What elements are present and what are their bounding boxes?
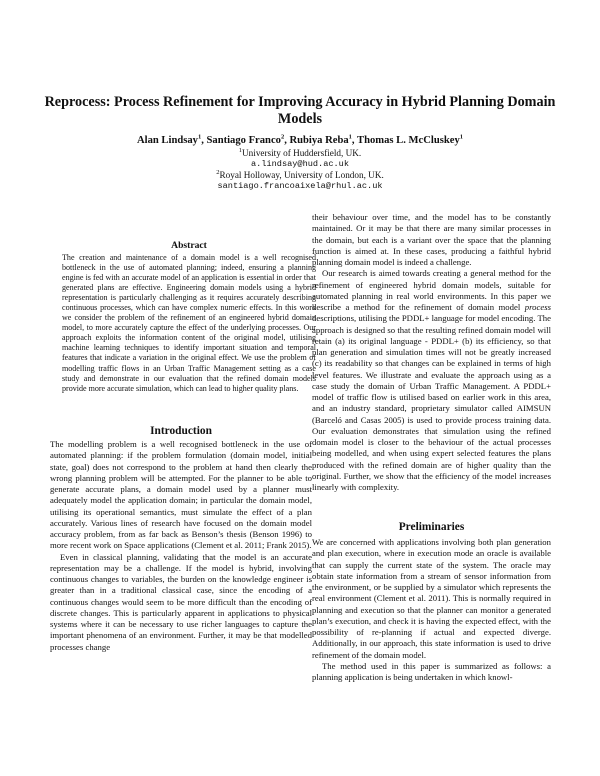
preliminaries-column bbox=[312, 537, 551, 683]
affiliation-name: University of Huddersfield, UK. bbox=[242, 148, 362, 158]
abstract-text: The creation and maintenance of a domain model is a well recognised bottleneck in the use of automated planning; indeed, ensuring a planning engine is fed with an accurate model of an application is essential in order that generated plans are effective. Engineering domain models using a hybrid representation is particularly challenging as it requires accurately describing continuous processes, which can have complex numeric effects. In this work we consider the problem of the refinement of an engineered hybrid domain model, to more accurately capture the effect of the underlying processes. Our approach exploits the information content of the original model, utilising machine learning techniques to identify important situation and temporal features that indicate a variation in the original effect. We use the problem of modelling traffic flows in an Urban Traffic Management setting as a case study and demonstrate in our evaluation that the refined domain models provide more accurate simulation, which can lead to higher quality plans. bbox=[62, 253, 316, 393]
author-name: Rubiya Reba bbox=[289, 135, 349, 146]
author-affiliation-mark: 1 bbox=[348, 133, 352, 141]
paragraph: The modelling problem is a well recognised bottleneck in the use of automated planning: if the problem formulation (domain model, initial state, goal) does not correspond to the problem at hand then clearly the wrong planning problem will be attempted. For the planner to be able to generate accurate plans, a domain model used by a planner must adequately model the application domain; in particular the domain model, utilising its operational semantics, must simulate the effect of a plan accurately. Various lines of research have focused on the domain model accuracy problem, from as far back as Benson’s thesis (Benson 1996) to more recent work on Space applications (Clement et al. 2011; Frank 2015). bbox=[50, 439, 312, 551]
paragraph: Even in classical planning, validating that the model is an accurate representation may be a challenge. If the model is hybrid, involving continuous changes to variables, the burden on the knowledge engineer is greater than in a traditional classical case, since the encoding of a continuous changes would seem to be more difficult than the encoding of discrete changes. This is particularly apparent in applications to physical systems where it can be necessary to use richer languages to capture the important phenomena of an environment. Further, it may be that modelled processes change bbox=[50, 551, 312, 652]
author-affiliation-mark: 2 bbox=[280, 133, 285, 141]
affiliation-email: santiago.francoaixela@rhul.ac.uk bbox=[217, 181, 383, 191]
affiliation bbox=[40, 148, 560, 159]
author-name: Alan Lindsay bbox=[137, 135, 198, 146]
paragraph: The method used in this paper is summarized as follows: a planning application is being undertaken in which knowl- bbox=[312, 660, 551, 682]
introduction-right-column bbox=[312, 212, 551, 493]
emphasis: process bbox=[524, 302, 551, 312]
introduction-heading: Introduction bbox=[150, 425, 212, 437]
affiliation-email: a.lindsay@hud.ac.uk bbox=[251, 159, 349, 169]
abstract-heading: Abstract bbox=[171, 240, 207, 251]
paragraph-text: descriptions, utilising the PDDL+ language for model encoding. The approach is designed so that the resulting refined domain model will retain (a) its original language - PDDL+ (b) its efficiency, so that plan generation and simulation times will not be greatly increased (c) its readability so that changes can be explained in terms of high level features. We illustrate and evaluate the approach using as a case study the domain of Urban Traffic Management. A PDDL+ model of traffic flow is utilised based on earlier work in this area, and an industry standard, proprietary simulator called AIMSUN (Barceló and Casas 2005) is used to provide process training data. Our evaluation demonstrates that simulation using the refined domain model is closer to the behaviour of the actual processes being modelled, and when using expert selected features the plans produced with the refined domain are of higher quality than the original. Further, we show that the efficiency of the model increases linearly with complexity. bbox=[312, 313, 551, 492]
preliminaries-heading: Preliminaries bbox=[398, 521, 465, 533]
introduction-left-column bbox=[50, 439, 312, 653]
paper-title: Reprocess: Process Refinement for Improving Accuracy in Hybrid Planning Domain Models bbox=[44, 94, 556, 127]
paragraph: We are concerned with applications involving both plan generation and plan execution, where in execution mode an oracle is available that can supply the current state of the system. The oracle may obtain state information from a stream of sensor information from the environment, or be supplied by a simulator which represents the real environment (Clement et al. 2011). This is normally required in planning and execution so that the planner can monitor a generated plan’s execution, and check it is having the expected effect, with the possibility of re-planning if actual and expected diverge. Additionally, in our approach, this state information is used to drive refinement of the domain model. bbox=[312, 537, 551, 660]
author-affiliation-mark: 1 bbox=[459, 133, 463, 141]
affiliation-mark: 2 bbox=[216, 168, 220, 176]
paragraph bbox=[312, 268, 551, 493]
author-affiliation-mark: 1 bbox=[197, 133, 202, 141]
affiliation-mark: 1 bbox=[238, 146, 243, 154]
affiliation bbox=[40, 170, 560, 181]
paragraph: their behaviour over time, and the model has to be constantly maintained. Or it may be that there are many similar processes in the domain, but each is a variant over the space that the planning function is aimed at. In these cases, producing a faithful hybrid planning domain model is indeed a challenge. bbox=[312, 212, 551, 267]
paragraph-text: Our research is aimed towards creating a general method for the refinement of engineered hybrid domain models, suitable for automated planning in real world environments. In this paper we describe a method for the refinement of domain model bbox=[312, 268, 551, 312]
author-name: Thomas L. McCluskey bbox=[357, 135, 460, 146]
author-name: Santiago Franco bbox=[206, 135, 281, 146]
affiliation-name: Royal Holloway, University of London, UK. bbox=[219, 170, 384, 180]
author-list: Alan Lindsay$^1$, Santiago Franco$^2$, Rubiya Reba$^1$, Thomas L. McCluskey$^1$ bbox=[137, 133, 463, 146]
